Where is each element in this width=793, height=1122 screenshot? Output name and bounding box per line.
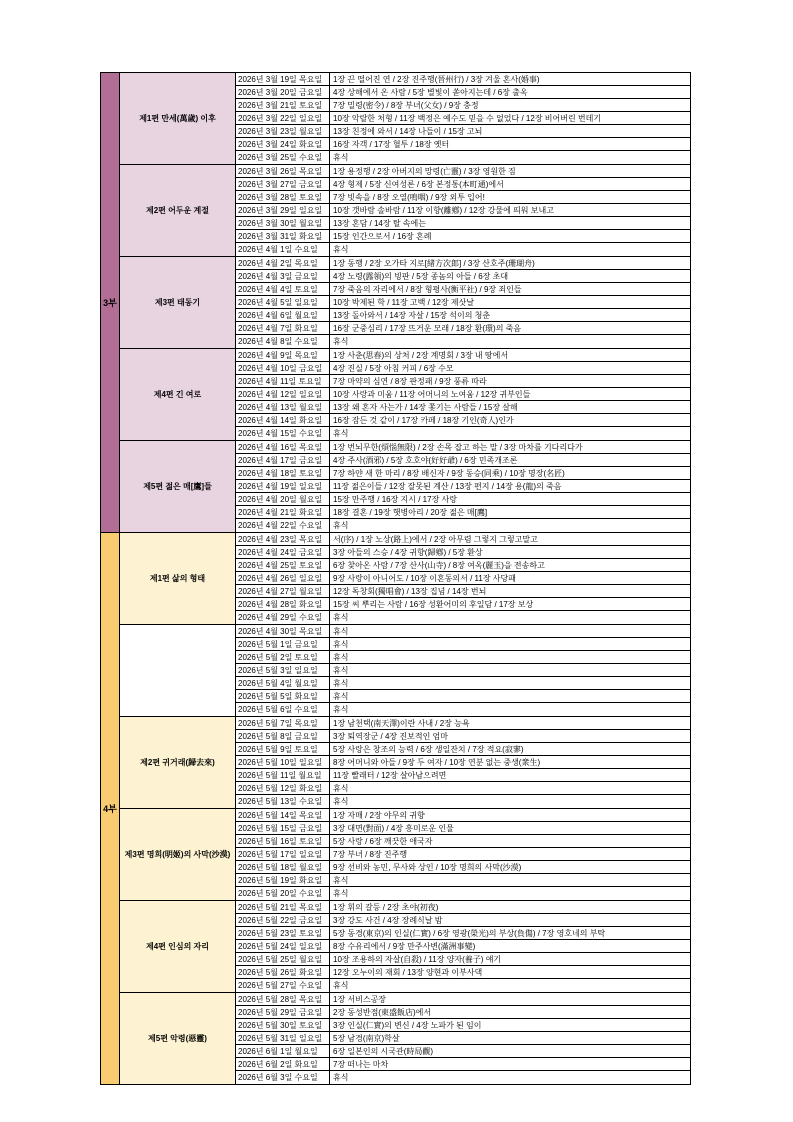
volume-section xyxy=(120,809,690,901)
chapters-cell: 휴식 xyxy=(333,639,349,649)
part-block xyxy=(101,73,690,533)
schedule-row xyxy=(236,756,690,769)
schedule-row xyxy=(236,901,690,914)
volume-section xyxy=(120,717,690,809)
chapters-cell: 휴식 xyxy=(333,626,349,636)
date-cell: 2026년 4월 26일 일요일 xyxy=(236,572,330,584)
schedule-row xyxy=(236,874,690,887)
chapters-cell: 10장 사랑과 미움 / 11장 어머니의 노여움 / 12장 귀부인들 xyxy=(333,389,531,399)
date-cell: 2026년 5월 9일 토요일 xyxy=(236,743,330,755)
schedule-row xyxy=(236,1006,690,1019)
date-cell: 2026년 5월 12일 화요일 xyxy=(236,782,330,794)
date-cell: 2026년 5월 23일 토요일 xyxy=(236,927,330,939)
date-cell: 2026년 3월 25일 수요일 xyxy=(236,151,330,164)
volume-section xyxy=(120,349,690,441)
chapters-cell: 휴식 xyxy=(333,981,349,990)
schedule-row xyxy=(236,86,690,99)
chapters-cell: 휴식 xyxy=(333,245,349,254)
rows-column xyxy=(236,809,690,900)
rows-column xyxy=(236,625,690,716)
schedule-row xyxy=(236,690,690,703)
schedule-row xyxy=(236,730,690,743)
schedule-row xyxy=(236,388,690,401)
date-cell: 2026년 5월 26일 화요일 xyxy=(236,966,330,978)
date-cell: 2026년 3월 28일 토요일 xyxy=(236,191,330,203)
volume-section xyxy=(120,165,690,257)
chapters-cell: 휴식 xyxy=(333,783,349,793)
date-cell: 2026년 5월 1일 금요일 xyxy=(236,638,330,650)
schedule-row xyxy=(236,480,690,493)
volume-title-cell: 제2편 귀거래(歸去來) xyxy=(120,717,236,808)
schedule-row xyxy=(236,427,690,440)
chapters-cell: 5장 사랑은 창조의 능력 / 6장 생일잔치 / 7장 적요(寂寥) xyxy=(333,744,524,754)
schedule-row xyxy=(236,414,690,427)
chapters-cell: 13장 왜 혼자 사는가 / 14장 쫓기는 사람들 / 15장 살해 xyxy=(333,402,518,412)
date-cell: 2026년 5월 22일 금요일 xyxy=(236,914,330,926)
date-cell: 2026년 4월 16일 목요일 xyxy=(236,441,330,453)
schedule-row xyxy=(236,769,690,782)
schedule-row xyxy=(236,940,690,953)
schedule-row xyxy=(236,835,690,848)
schedule-row xyxy=(236,230,690,243)
chapters-cell: 18장 결혼 / 19장 햇병아리 / 20장 젊은 매[鷹] xyxy=(333,507,488,517)
schedule-row xyxy=(236,664,690,677)
chapters-cell: 16장 자객 / 17장 혈투 / 18장 옛터 xyxy=(333,139,450,149)
chapters-cell: 휴식 xyxy=(333,705,349,714)
date-cell: 2026년 4월 29일 수요일 xyxy=(236,611,330,624)
schedule-row xyxy=(236,887,690,900)
date-cell: 2026년 4월 27일 월요일 xyxy=(236,585,330,597)
volume-title-cell: 제1편 삶의 형태 xyxy=(120,533,236,624)
schedule-row xyxy=(236,1019,690,1032)
date-cell: 2026년 5월 14일 목요일 xyxy=(236,809,330,821)
date-cell: 2026년 4월 8일 수요일 xyxy=(236,335,330,348)
date-cell: 2026년 5월 24일 일요일 xyxy=(236,940,330,952)
chapters-cell: 7장 밀령(密令) / 8장 부녀(父女) / 9장 충정 xyxy=(333,100,479,110)
chapters-cell: 13장 돌아와서 / 14장 자살 / 15장 석이의 청춘 xyxy=(333,310,491,320)
schedule-row xyxy=(236,1071,690,1084)
date-cell: 2026년 3월 22일 일요일 xyxy=(236,112,330,124)
chapters-cell: 9장 선비와 농민, 무사와 상인 / 10장 명희의 사막(沙漠) xyxy=(333,862,522,872)
schedule-row xyxy=(236,493,690,506)
schedule-row xyxy=(236,283,690,296)
chapters-cell: 10장 악랄한 처형 / 11장 백정은 예수도 믿을 수 없었다 / 12장 비어버린 번데기 xyxy=(333,113,602,123)
schedule-row xyxy=(236,243,690,256)
volume-section xyxy=(120,625,690,717)
date-cell: 2026년 4월 6일 월요일 xyxy=(236,309,330,321)
date-cell: 2026년 4월 22일 수요일 xyxy=(236,519,330,532)
volume-section xyxy=(120,901,690,993)
chapters-cell: 3장 인실(仁實)의 변신 / 4장 노파가 된 임이 xyxy=(333,1020,482,1030)
chapters-cell: 1장 자매 / 2장 야무의 귀향 xyxy=(333,810,425,820)
schedule-row xyxy=(236,861,690,874)
date-cell: 2026년 4월 24일 금요일 xyxy=(236,546,330,558)
chapters-cell: 4장 형제 / 5장 신여성론 / 6장 본정통(本町通)에서 xyxy=(333,179,504,189)
date-cell: 2026년 5월 15일 금요일 xyxy=(236,822,330,834)
date-cell: 2026년 5월 8일 금요일 xyxy=(236,730,330,742)
schedule-row xyxy=(236,979,690,992)
date-cell: 2026년 5월 27일 수요일 xyxy=(236,979,330,992)
chapters-cell: 7장 죽음의 자리에서 / 8장 형평사(衡平社) / 9장 죄인들 xyxy=(333,284,522,294)
chapters-cell: 3장 아들의 스승 / 4장 귀향(歸鄕) / 5장 환상 xyxy=(333,547,483,557)
date-cell: 2026년 5월 28일 목요일 xyxy=(236,993,330,1005)
chapters-cell: 7장 부녀 / 8장 진주행 xyxy=(333,849,408,859)
date-cell: 2026년 3월 29일 일요일 xyxy=(236,204,330,216)
chapters-cell: 3장 강도 사건 / 4장 장례식날 밤 xyxy=(333,915,443,925)
schedule-row xyxy=(236,204,690,217)
schedule-row xyxy=(236,441,690,454)
date-cell: 2026년 4월 20일 월요일 xyxy=(236,493,330,505)
volume-title-cell xyxy=(120,625,236,716)
date-cell: 2026년 4월 28일 화요일 xyxy=(236,598,330,610)
schedule-row xyxy=(236,677,690,690)
date-cell: 2026년 5월 17일 일요일 xyxy=(236,848,330,860)
schedule-row xyxy=(236,335,690,348)
chapters-cell: 3장 대면(對面) / 4장 흥미로운 인물 xyxy=(333,823,454,833)
date-cell: 2026년 5월 13일 수요일 xyxy=(236,795,330,808)
chapters-cell: 1장 휘의 갈등 / 2장 초야(初夜) xyxy=(333,902,439,912)
date-cell: 2026년 6월 3일 수요일 xyxy=(236,1071,330,1084)
schedule-row xyxy=(236,375,690,388)
chapters-cell: 휴식 xyxy=(333,153,349,162)
schedule-row xyxy=(236,191,690,204)
chapters-cell: 휴식 xyxy=(333,678,349,688)
schedule-row xyxy=(236,993,690,1006)
chapters-cell: 10장 박제된 학 / 11장 고백 / 12장 제삿날 xyxy=(333,297,475,307)
volume-title-cell: 제5편 악령(惡靈) xyxy=(120,993,236,1084)
rows-column xyxy=(236,73,690,164)
date-cell: 2026년 4월 12일 일요일 xyxy=(236,388,330,400)
date-cell: 2026년 4월 3일 금요일 xyxy=(236,270,330,282)
schedule-row xyxy=(236,270,690,283)
schedule-row xyxy=(236,559,690,572)
volume-title-cell: 제1편 만세(萬歲) 이후 xyxy=(120,73,236,164)
date-cell: 2026년 5월 4일 월요일 xyxy=(236,677,330,689)
date-cell: 2026년 4월 4일 토요일 xyxy=(236,283,330,295)
chapters-cell: 12장 독창회(獨唱會) / 13장 집념 / 14장 번뇌 xyxy=(333,586,487,596)
schedule-row xyxy=(236,454,690,467)
schedule-row xyxy=(236,506,690,519)
part-label: 4부 xyxy=(101,533,120,1084)
date-cell: 2026년 5월 7일 목요일 xyxy=(236,717,330,729)
part-block xyxy=(101,533,690,1084)
chapters-cell: 1장 동행 / 2장 오가타 지로[緒方次郎] / 3장 산호주(珊瑚舟) xyxy=(333,258,535,268)
sections-column xyxy=(120,73,690,532)
schedule-row xyxy=(236,914,690,927)
date-cell: 2026년 4월 5일 일요일 xyxy=(236,296,330,308)
date-cell: 2026년 5월 21일 목요일 xyxy=(236,901,330,913)
date-cell: 2026년 5월 20일 수요일 xyxy=(236,887,330,900)
date-cell: 2026년 4월 1일 수요일 xyxy=(236,243,330,256)
schedule-row xyxy=(236,309,690,322)
schedule-row xyxy=(236,822,690,835)
date-cell: 2026년 4월 13일 월요일 xyxy=(236,401,330,413)
schedule-row xyxy=(236,362,690,375)
volume-title-cell: 제4편 인심의 자리 xyxy=(120,901,236,992)
chapters-cell: 7장 빗속을 / 8장 오열(嗚咽) / 9장 외투 입어! xyxy=(333,192,485,202)
date-cell: 2026년 5월 18일 월요일 xyxy=(236,861,330,873)
chapters-cell: 12장 오누이의 재회 / 13장 양현과 이부사댁 xyxy=(333,967,483,977)
chapters-cell: 4장 주사(酒邪) / 5장 호호야(好好爺) / 6장 민족개조론 xyxy=(333,455,518,465)
date-cell: 2026년 3월 19일 목요일 xyxy=(236,73,330,85)
rows-column xyxy=(236,257,690,348)
chapters-cell: 3장 퇴역장군 / 4장 진보적인 엄마 xyxy=(333,731,448,741)
schedule-row xyxy=(236,178,690,191)
chapters-cell: 휴식 xyxy=(333,1073,349,1082)
schedule-row xyxy=(236,138,690,151)
chapters-cell: 휴식 xyxy=(333,337,349,346)
chapters-cell: 휴식 xyxy=(333,521,349,530)
date-cell: 2026년 5월 10일 일요일 xyxy=(236,756,330,768)
date-cell: 2026년 4월 9일 목요일 xyxy=(236,349,330,361)
date-cell: 2026년 3월 24일 화요일 xyxy=(236,138,330,150)
volume-title-cell: 제4편 긴 여로 xyxy=(120,349,236,440)
chapters-cell: 4장 진실 / 5장 아침 커피 / 6장 수모 xyxy=(333,363,454,373)
schedule-row xyxy=(236,717,690,730)
volume-title-cell: 제3편 태동기 xyxy=(120,257,236,348)
date-cell: 2026년 3월 27일 금요일 xyxy=(236,178,330,190)
date-cell: 2026년 5월 11일 월요일 xyxy=(236,769,330,781)
date-cell: 2026년 5월 5일 화요일 xyxy=(236,690,330,702)
date-cell: 2026년 4월 10일 금요일 xyxy=(236,362,330,374)
schedule-row xyxy=(236,467,690,480)
schedule-row xyxy=(236,401,690,414)
chapters-cell: 8장 어머니와 아들 / 9장 두 여자 / 10장 연분 없는 중생(衆生) xyxy=(333,757,541,767)
schedule-row xyxy=(236,217,690,230)
schedule-row xyxy=(236,533,690,546)
part-label: 3부 xyxy=(101,73,120,532)
schedule-row xyxy=(236,782,690,795)
schedule-row xyxy=(236,1032,690,1045)
schedule-row xyxy=(236,1058,690,1071)
chapters-cell: 15장 만주행 / 16장 지시 / 17장 사랑 xyxy=(333,494,457,504)
date-cell: 2026년 5월 19일 화요일 xyxy=(236,874,330,886)
chapters-cell: 11장 빨래터 / 12장 살아남으려면 xyxy=(333,770,447,780)
rows-column xyxy=(236,993,690,1084)
volume-title-cell: 제2편 어두운 계절 xyxy=(120,165,236,256)
date-cell: 2026년 5월 31일 일요일 xyxy=(236,1032,330,1044)
date-cell: 2026년 5월 16일 토요일 xyxy=(236,835,330,847)
schedule-row xyxy=(236,112,690,125)
date-cell: 2026년 4월 25일 토요일 xyxy=(236,559,330,571)
chapters-cell: 9장 사랑이 아니어도 / 10장 이혼동의서 / 11장 사당패 xyxy=(333,573,516,583)
date-cell: 2026년 4월 14일 화요일 xyxy=(236,414,330,426)
chapters-cell: 휴식 xyxy=(333,691,349,701)
schedule-row xyxy=(236,598,690,611)
chapters-cell: 휴식 xyxy=(333,665,349,675)
chapters-cell: 1장 번뇌무한(煩惱無限) / 2장 손목 잡고 하는 말 / 3장 마차를 기다리다가 xyxy=(333,442,583,452)
chapters-cell: 6장 찾아온 사람 / 7장 산사(山寺) / 8장 여옥(麗玉)을 전송하고 xyxy=(333,560,545,570)
schedule-row xyxy=(236,125,690,138)
date-cell: 2026년 4월 7일 화요일 xyxy=(236,322,330,334)
date-cell: 2026년 4월 15일 수요일 xyxy=(236,427,330,440)
schedule-row xyxy=(236,257,690,270)
schedule-row xyxy=(236,953,690,966)
schedule-row xyxy=(236,322,690,335)
chapters-cell: 7장 떠나는 마차 xyxy=(333,1059,389,1069)
volume-section xyxy=(120,533,690,625)
chapters-cell: 1장 끈 떨어진 연 / 2장 진주행(晉州行) / 3장 겨울 혼사(婚事) xyxy=(333,74,540,84)
date-cell: 2026년 5월 6일 수요일 xyxy=(236,703,330,716)
date-cell: 2026년 5월 2일 토요일 xyxy=(236,651,330,663)
date-cell: 2026년 4월 17일 금요일 xyxy=(236,454,330,466)
chapters-cell: 서(序) / 1장 노상(路上)에서 / 2장 아무렴 그렇지 그렇고말고 xyxy=(333,534,538,544)
chapters-cell: 13장 혼담 / 14장 탈 속에는 xyxy=(333,218,426,228)
schedule-row xyxy=(236,927,690,940)
date-cell: 2026년 5월 30일 토요일 xyxy=(236,1019,330,1031)
chapters-cell: 휴식 xyxy=(333,652,349,662)
date-cell: 2026년 4월 23일 목요일 xyxy=(236,533,330,545)
chapters-cell: 6장 일본인의 시국관(時局觀) xyxy=(333,1046,434,1056)
schedule-row xyxy=(236,703,690,716)
date-cell: 2026년 4월 30일 목요일 xyxy=(236,625,330,637)
date-cell: 2026년 4월 11일 토요일 xyxy=(236,375,330,387)
chapters-cell: 11장 젊은이들 / 12장 잘못된 계산 / 13장 편지 / 14장 용(龍)의 죽음 xyxy=(333,481,562,491)
chapters-cell: 2장 동성반점(東盛飯店)에서 xyxy=(333,1007,432,1017)
volume-section xyxy=(120,993,690,1084)
schedule-row xyxy=(236,625,690,638)
date-cell: 2026년 3월 23일 월요일 xyxy=(236,125,330,137)
chapters-cell: 1장 남천택(南天澤)이란 사내 / 2장 능욕 xyxy=(333,718,470,728)
chapters-cell: 휴식 xyxy=(333,875,349,885)
date-cell: 2026년 4월 2일 목요일 xyxy=(236,257,330,269)
chapters-cell: 1장 용정행 / 2장 아버지의 망령(亡靈) / 3장 영원한 짐 xyxy=(333,166,516,176)
date-cell: 2026년 3월 21일 토요일 xyxy=(236,99,330,111)
chapters-cell: 15장 인간으로서 / 16장 혼례 xyxy=(333,231,432,241)
rows-column xyxy=(236,441,690,532)
schedule-row xyxy=(236,1045,690,1058)
chapters-cell: 13장 친정에 와서 / 14장 나들이 / 15장 고뇌 xyxy=(333,126,483,136)
chapters-cell: 1장 사춘(思春)의 상처 / 2장 계명회 / 3장 내 땅에서 xyxy=(333,350,509,360)
schedule-row xyxy=(236,651,690,664)
chapters-cell: 5장 동경(東京)의 인실(仁實) / 6장 영광(榮光)의 부상(負傷) / 7장 영호네의 부탁 xyxy=(333,928,606,938)
chapters-cell: 15장 씨 뿌리는 사람 / 16장 성환어미의 후일담 / 17장 보상 xyxy=(333,599,534,609)
chapters-cell: 5장 남경(南京)학살 xyxy=(333,1033,400,1043)
date-cell: 2026년 4월 21일 화요일 xyxy=(236,506,330,518)
date-cell: 2026년 5월 3일 일요일 xyxy=(236,664,330,676)
schedule-row xyxy=(236,296,690,309)
volume-section xyxy=(120,257,690,349)
date-cell: 2026년 4월 18일 토요일 xyxy=(236,467,330,479)
chapters-cell: 휴식 xyxy=(333,797,349,806)
rows-column xyxy=(236,165,690,256)
chapters-cell: 7장 하얀 새 한 마리 / 8장 배신자 / 9장 동승(同乘) / 10장 명장(名匠) xyxy=(333,468,565,478)
chapters-cell: 10장 조용하의 자살(自殺) / 11장 양자(養子) 얘기 xyxy=(333,954,502,964)
schedule-row xyxy=(236,73,690,86)
schedule-row xyxy=(236,585,690,598)
schedule-row xyxy=(236,546,690,559)
chapters-cell: 7장 마약의 심연 / 8장 판정패 / 9장 풍류 따라 xyxy=(333,376,487,386)
schedule-row xyxy=(236,611,690,624)
date-cell: 2026년 6월 2일 화요일 xyxy=(236,1058,330,1070)
date-cell: 2026년 5월 29일 금요일 xyxy=(236,1006,330,1018)
schedule-row xyxy=(236,99,690,112)
date-cell: 2026년 3월 20일 금요일 xyxy=(236,86,330,98)
chapters-cell: 10장 갯바람 솔바람 / 11장 이향(離鄕) / 12장 강물에 띄워 보내고 xyxy=(333,205,554,215)
chapters-cell: 5장 사랑 / 6장 깨끗한 애국자 xyxy=(333,836,433,846)
schedule-row xyxy=(236,743,690,756)
volume-title-cell: 제5편 젊은 매[鷹]들 xyxy=(120,441,236,532)
schedule-row xyxy=(236,638,690,651)
chapters-cell: 4장 상해에서 온 사람 / 5장 별빛이 쏟아지는데 / 6장 출옥 xyxy=(333,87,528,97)
volume-section xyxy=(120,73,690,165)
date-cell: 2026년 4월 19일 일요일 xyxy=(236,480,330,492)
volume-title-cell: 제3편 명희(明姬)의 사막(沙漠) xyxy=(120,809,236,900)
schedule-row xyxy=(236,572,690,585)
chapters-cell: 8장 수유리에서 / 9장 만주사변(滿洲事變) xyxy=(333,941,476,951)
rows-column xyxy=(236,533,690,624)
chapters-cell: 휴식 xyxy=(333,889,349,898)
date-cell: 2026년 5월 25일 월요일 xyxy=(236,953,330,965)
schedule-row xyxy=(236,151,690,164)
sections-column xyxy=(120,533,690,1084)
date-cell: 2026년 3월 26일 목요일 xyxy=(236,165,330,177)
date-cell: 2026년 6월 1일 월요일 xyxy=(236,1045,330,1057)
schedule-row xyxy=(236,795,690,808)
chapters-cell: 1장 서비스공장 xyxy=(333,994,387,1004)
schedule-row xyxy=(236,349,690,362)
chapters-cell: 4장 노령(露領)의 빙판 / 5장 종놈의 아들 / 6장 초대 xyxy=(333,271,509,281)
rows-column xyxy=(236,901,690,992)
rows-column xyxy=(236,349,690,440)
chapters-cell: 16장 잠든 것 같이 / 17장 카페 / 18장 기인(奇人)인가 xyxy=(333,415,514,425)
reading-schedule-table xyxy=(100,72,691,1085)
schedule-row xyxy=(236,966,690,979)
schedule-row xyxy=(236,848,690,861)
date-cell: 2026년 3월 31일 화요일 xyxy=(236,230,330,242)
chapters-cell: 휴식 xyxy=(333,613,349,622)
schedule-row xyxy=(236,519,690,532)
chapters-cell: 휴식 xyxy=(333,429,349,438)
chapters-cell: 16장 군중심리 / 17장 뜨거운 모래 / 18장 환(環)의 죽음 xyxy=(333,323,522,333)
schedule-row xyxy=(236,809,690,822)
date-cell: 2026년 3월 30일 월요일 xyxy=(236,217,330,229)
rows-column xyxy=(236,717,690,808)
volume-section xyxy=(120,441,690,532)
schedule-row xyxy=(236,165,690,178)
